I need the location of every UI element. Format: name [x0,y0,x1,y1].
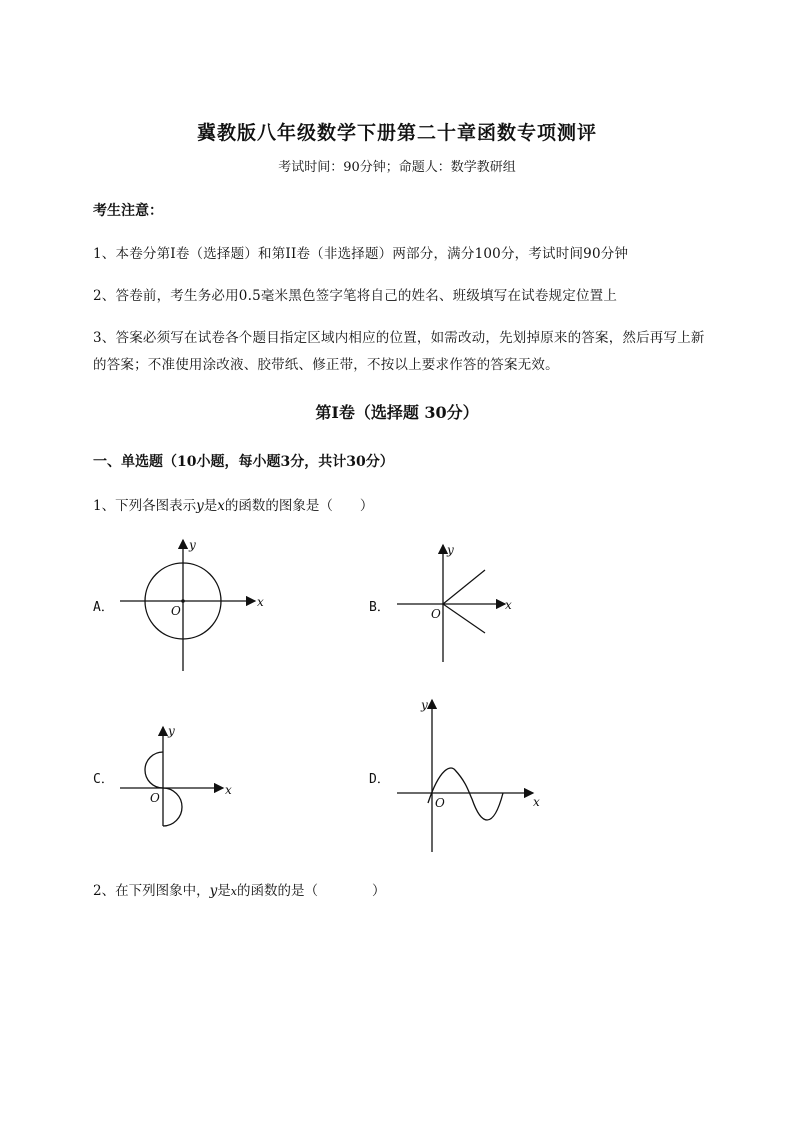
y-label: y [189,538,196,552]
question-2-suffix: 的函数的是（ ） [236,883,386,899]
origin-label: O [150,791,160,805]
y-label: y [168,724,175,738]
upper-semicircle [145,752,163,788]
page-title: 冀教版八年级数学下册第二十章函数专项测评 [196,122,597,144]
question-2-var-y: y [209,883,218,899]
question-2-mid: 是 [217,883,231,899]
option-a-graph[interactable] [115,535,275,675]
origin-label: O [171,604,181,618]
question-1-var-y: y [196,498,204,514]
question-1-prefix: 1、下列各图表示 [93,498,197,514]
x-label: x [533,795,540,809]
question-1 [93,494,373,514]
note-line-2: 2、答卷前，考生务必用0.5毫米黑色签字笔将自己的姓名、班级填写在试卷规定位置上 [93,288,618,304]
option-d-label[interactable]: D． [369,772,390,787]
lower-ray [443,604,485,633]
option-c-label[interactable]: C． [93,772,114,787]
sine-curve [428,768,503,820]
y-label: y [447,543,454,557]
option-c-graph[interactable] [115,722,275,842]
question-1-suffix: 的函数的图象是（ ） [224,498,374,514]
question-1-mid: 是 [203,498,218,514]
option-b-label[interactable]: B． [369,600,390,615]
note-line-3: 3、答案必须写在试卷各个题目指定区域内相应的位置，如需改动，先划掉原来的答案，然后再写上新 [93,330,705,346]
lower-semicircle [163,788,182,826]
question-1-var-x: x [217,498,225,514]
y-label: y [421,698,428,712]
x-label: x [505,598,512,612]
question-2-var-x: x [230,885,237,898]
question-2-prefix: 2、在下列图象中， [93,883,210,899]
x-label: x [257,595,264,609]
x-label: x [225,783,232,797]
notes-heading: 考生注意： [93,203,163,219]
question-2 [93,879,385,899]
upper-ray [443,570,485,604]
origin-label: O [431,607,441,621]
option-d-graph[interactable] [395,695,575,855]
option-a-label[interactable]: A． [93,600,114,615]
exam-info: 考试时间：90分钟；命题人：数学教研组 [278,160,516,175]
option-b-graph[interactable] [395,540,555,680]
origin-label: O [435,796,445,810]
note-line-1: 1、本卷分第I卷（选择题）和第II卷（非选择题）两部分，满分100分，考试时间90分钟 [93,246,629,262]
note-line-4: 的答案；不准使用涂改液、胶带纸、修正带，不按以上要求作答的答案无效。 [93,357,559,373]
center-dot [181,599,185,603]
part-title: 一、单选题（10小题，每小题3分，共计30分） [93,454,394,470]
section-title: 第I卷（选择题 30分） [315,403,479,422]
